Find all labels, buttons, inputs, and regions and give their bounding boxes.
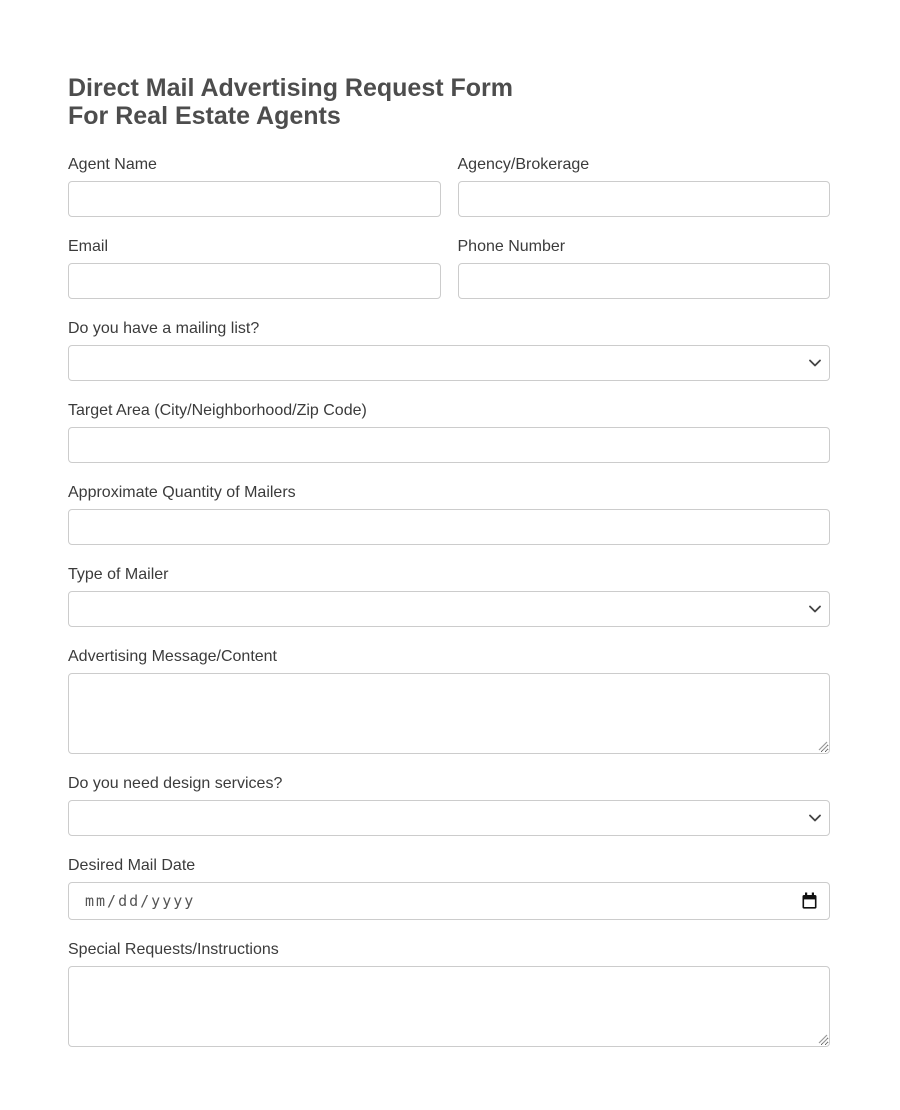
form-page (68, 0, 830, 1047)
mailing-list-select-wrap (68, 345, 830, 381)
field-design-services (68, 775, 830, 836)
field-agency-brokerage (458, 156, 831, 217)
field-quantity (68, 484, 830, 545)
agency-brokerage-label: Agency/Brokerage (457, 156, 590, 173)
phone-number-input[interactable] (458, 263, 831, 299)
design-services-label: Do you need design services? (68, 775, 283, 792)
row-agent-agency (68, 156, 830, 217)
field-mail-date (68, 857, 830, 920)
row-email-phone (68, 238, 830, 299)
page-title-line1: Direct Mail Advertising Request Form (68, 74, 513, 102)
field-email (68, 238, 441, 299)
field-agent-name (68, 156, 441, 217)
mail-date-input-wrap (68, 882, 830, 920)
field-special-requests (68, 941, 830, 1047)
mailer-type-select[interactable] (68, 591, 830, 627)
field-mailer-type (68, 566, 830, 627)
design-services-select-wrap (68, 800, 830, 836)
message-textarea-wrap (68, 673, 830, 754)
agent-name-input[interactable] (68, 181, 441, 217)
field-target-area (68, 402, 830, 463)
message-label: Advertising Message/Content (68, 648, 277, 665)
mailer-type-label: Type of Mailer (68, 566, 169, 583)
mailing-list-select[interactable] (68, 345, 830, 381)
target-area-label: Target Area (City/Neighborhood/Zip Code) (68, 402, 367, 419)
email-input[interactable] (68, 263, 441, 299)
phone-number-label: Phone Number (457, 238, 566, 255)
quantity-label: Approximate Quantity of Mailers (68, 484, 296, 501)
direct-mail-request-form (68, 156, 830, 1047)
message-textarea[interactable] (68, 673, 830, 754)
mailing-list-label: Do you have a mailing list? (68, 320, 260, 337)
email-label: Email (68, 238, 109, 255)
calendar-icon[interactable] (801, 893, 818, 910)
agent-name-label: Agent Name (68, 156, 157, 173)
agency-brokerage-input[interactable] (458, 181, 831, 217)
field-mailing-list (68, 320, 830, 381)
mail-date-label: Desired Mail Date (68, 857, 196, 874)
field-message (68, 648, 830, 754)
page-title (68, 74, 830, 130)
quantity-input[interactable] (68, 509, 830, 545)
special-requests-textarea-wrap (68, 966, 830, 1047)
special-requests-textarea[interactable] (68, 966, 830, 1047)
mailer-type-select-wrap (68, 591, 830, 627)
page-title-line2: For Real Estate Agents (68, 102, 341, 130)
field-phone-number (458, 238, 831, 299)
design-services-select[interactable] (68, 800, 830, 836)
desired-mail-date-input[interactable] (68, 882, 830, 920)
special-requests-label: Special Requests/Instructions (68, 941, 279, 958)
target-area-input[interactable] (68, 427, 830, 463)
